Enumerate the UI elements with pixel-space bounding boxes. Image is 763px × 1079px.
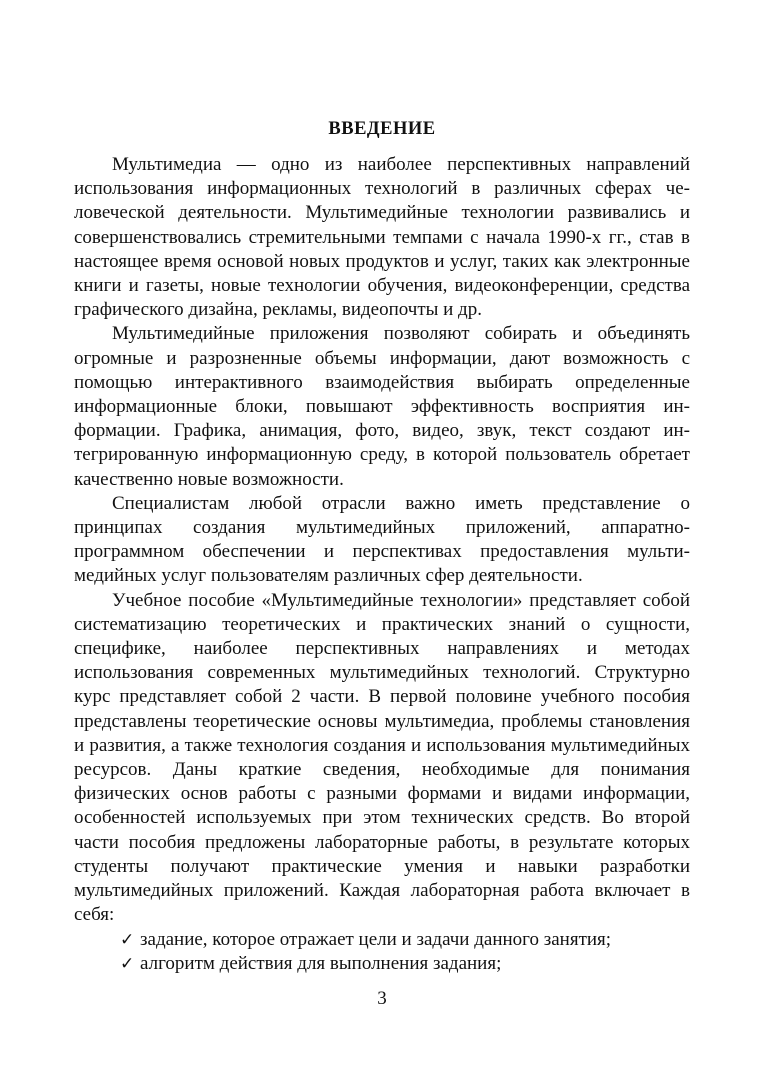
document-page	[74, 0, 690, 1079]
paragraph-textbook: Учебное пособие «Мультимедийные технологии» представляет собой систематизацию теоретических и практических знаний о сущности, специфике, наиболее перспективных направлениях и методах использования современных мультимедийных технологий. Структурно курс представляет собой 2 части. В первой половине учебного пособия представлены теоретические основы мультимедиа, проблемы становления и развития, а также технология создания и использования мультимедийных ресурсов. Даны краткие сведения, необходимые для понимания физических основ работы с разными формами и видами информации, особенностей используемых при этом технических средств. Во второй части пособия предложены лабораторные работы, в результате которых студенты получают практические умения и навыки разработки мультимедийных приложений. Каждая лабораторная работа включает в себя:	[74, 589, 690, 926]
paragraph-applications: Мультимедийные приложения позволяют собирать и объединять огромные и разрозненные объемы информации, дают возможность с помощью интерактивного взаимодействия выбирать определенные информационные блоки, повышают эффективность восприятия информации. Графика, анимация, фото, видео, звук, текст создают интегрированную информационную среду, в которой пользователь обретает качественно новые возможности.	[74, 323, 690, 490]
body-text	[74, 153, 690, 976]
list-item	[74, 952, 690, 976]
checkmark-icon: ✓	[120, 953, 135, 974]
paragraph-specialists: Специалистам любой отрасли важно иметь представление о принципах создания мультимедийных приложений, аппаратно-программном обеспечении и перспективах предоставления мультимедийных услуг пользователям различных сфер деятельности.	[74, 492, 690, 587]
list-item-text: алгоритм действия для выполнения задания;	[140, 952, 502, 974]
page-title: ВВЕДЕНИЕ	[328, 119, 436, 139]
checklist	[74, 928, 690, 976]
paragraph-intro: Мультимедиа — одно из наиболее перспективных направлений использования информационных технологий в различных сферах человеческой деятельности. Мультимедийные технологии развивались и совершенствовались стремительными темпами с начала 1990-х гг., став в настоящее время основой новых продуктов и услуг, таких как электронные книги и газеты, новые технологии обучения, видеоконференции, средства графического дизайна, рекламы, видеопочты и др.	[74, 154, 690, 321]
list-item	[74, 928, 690, 952]
page-number: 3	[377, 988, 387, 1009]
list-item-text: задание, которое отражает цели и задачи данного занятия;	[140, 928, 612, 950]
checkmark-icon: ✓	[120, 929, 135, 950]
